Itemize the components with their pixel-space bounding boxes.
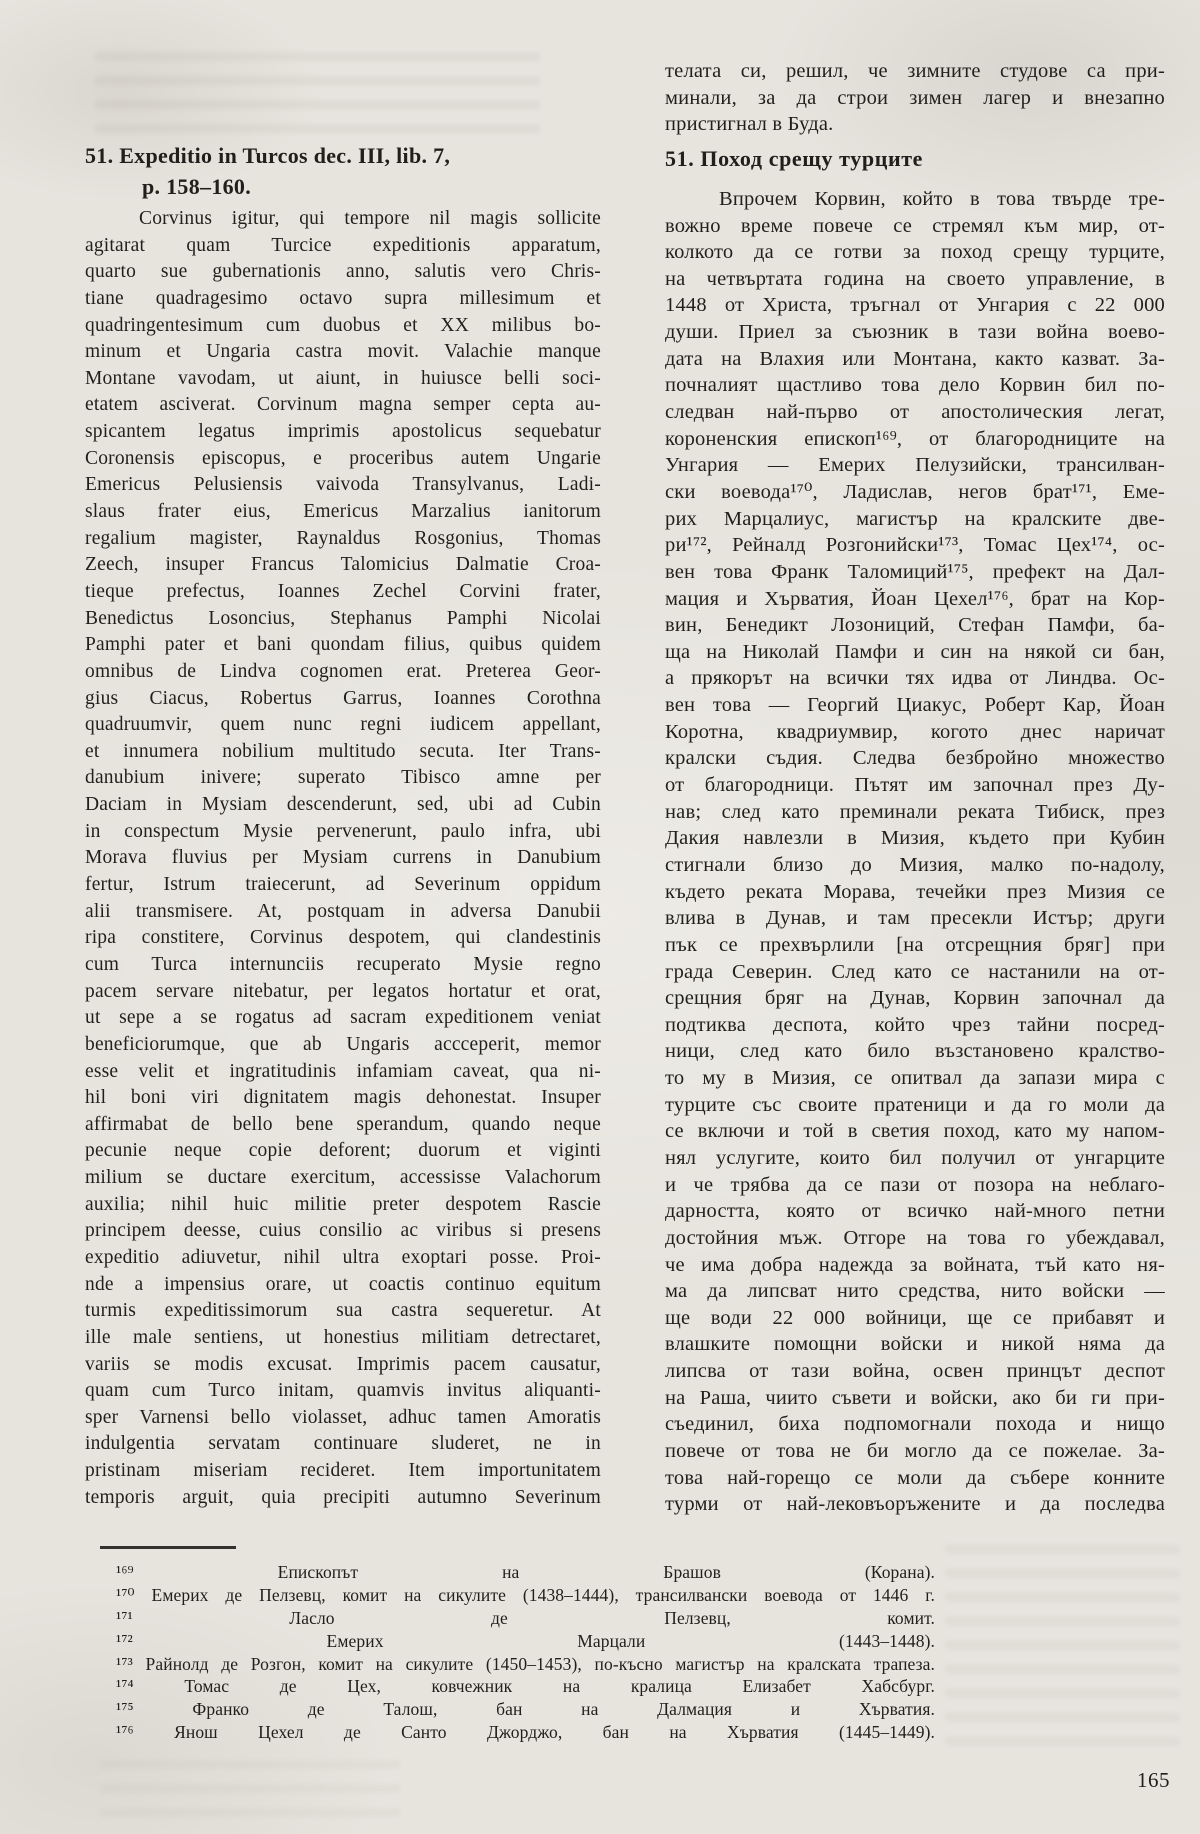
text-line: минали, за да строи зимен лагер и внезапно	[665, 86, 1165, 109]
text-line: турците със своите пратеници и да го моли да	[665, 1093, 1165, 1116]
text-line: Emericus Pelusiensis vaivoda Transylvanus, Ladi-	[85, 474, 601, 496]
footnote-separator	[100, 1546, 236, 1549]
text-line: кралски съдия. Следва безбройно множество	[665, 747, 1165, 770]
text-line: regalium magister, Raynaldus Rosgonius, Thomas	[85, 527, 601, 549]
text-line: влива в Дунав, и там пресекли Истър; други	[665, 907, 1165, 930]
text-line: се включи и той в светия поход, като му напом-	[665, 1120, 1165, 1143]
footnote-lines	[100, 1561, 935, 1744]
translation-continuation	[665, 58, 1165, 138]
text-line: от благородници. Пътят им започнал през Ду-	[665, 774, 1165, 797]
text-line: почналият щастливо това дело Корвин бил по-	[665, 374, 1165, 397]
text-line: колкото да се готви за поход срещу турците,	[665, 241, 1165, 264]
text-line: Дакия навлезли в Мизия, където при Кубин	[665, 827, 1165, 850]
text-line: danubium inivere; superato Tibisco amne per	[85, 767, 601, 789]
bleedthrough-texture	[95, 52, 540, 134]
text-line: че има добра надежда за войната, тъй като ня-	[665, 1253, 1165, 1276]
text-line: ща на Николай Памфи и син на някой си бан,	[665, 640, 1165, 663]
text-line: tiane quadragesimo octavo supra millesimum et	[85, 287, 601, 309]
text-line: quarto sue gubernationis anno, salutis vero Chris-	[85, 261, 601, 283]
text-line: вожно време повече се стремял към мир, от-	[665, 214, 1165, 237]
text-line: вен това Франк Таломиций¹⁷⁵, префект на Дал-	[665, 560, 1165, 583]
translation-section-heading: 51. Поход срещу турците	[665, 145, 924, 171]
text-line: ripa constitere, Corvinus despotem, qui clandestinis	[85, 927, 601, 949]
text-line: ри¹⁷², Рейналд Розгонийски¹⁷³, Томас Цех¹⁷⁴, ос-	[665, 534, 1165, 557]
latin-body-text	[85, 206, 601, 1511]
text-line: короненския епископ¹⁶⁹, от благородниците на	[665, 427, 1165, 450]
text-line: рих Марцалиус, магистър на кралските две-	[665, 507, 1165, 530]
text-line: ¹⁷⁵ Франко де Талош, бан на Далмация и Хърватия.	[116, 1699, 935, 1720]
text-line: турми от най-лековъоръжените и да последва	[665, 1493, 1165, 1516]
text-line: in conspectum Mysie pervenerunt, paulo infra, ubi	[85, 820, 601, 842]
text-line: ille male sentiens, ut honestius militiam detrectaret,	[85, 1326, 601, 1348]
text-line: ¹⁷⁶ Янош Цехел де Санто Джорджо, бан на Хърватия (1445–1449).	[116, 1722, 935, 1743]
text-line: ¹⁷³ Райнолд де Розгон, комит на сикулите (1450–1453), по-късно магистър на кралската трапеза.	[116, 1653, 935, 1674]
text-line: nde a impensius orare, ut coactis continuo equitum	[85, 1273, 601, 1295]
text-line: мация и Хърватия, Йоан Цехел¹⁷⁶, брат на Кор-	[665, 587, 1165, 610]
text-line: ма да липсват нито средства, нито войски —	[665, 1280, 1165, 1303]
text-line: pristinam miseriam recideret. Item importunitatem	[85, 1460, 601, 1482]
latin-section-heading	[85, 140, 601, 202]
text-line: turmis expeditissimorum sua castra sequeretur. At	[85, 1300, 601, 1322]
text-line: minum et Ungaria castra movit. Valachie manque	[85, 341, 601, 363]
translation-body-text	[665, 186, 1165, 1518]
text-line: Коротна, квадриумвир, когото днес наричат	[665, 720, 1165, 743]
text-line: то му в Мизия, се опитвал да запази мира с	[665, 1067, 1165, 1090]
text-line: affirmabat de bello bene sperandum, quando neque	[85, 1113, 601, 1135]
text-line: auxilia; nihil huic militie preter despotem Rascie	[85, 1193, 601, 1215]
text-line: повече от това не би могло да се пожелае. За-	[665, 1440, 1165, 1463]
text-line: spicantem legatus imprimis apostolicus sequebatur	[85, 421, 601, 443]
text-line: Впрочем Корвин, който в това твърде тре-	[719, 187, 1165, 210]
page-number: 165	[1137, 1768, 1170, 1792]
text-line: milium se ductare exercitum, accessisse Valachorum	[85, 1167, 601, 1189]
text-line: на четвъртата година на своето управление, в	[665, 267, 1165, 290]
text-line: ще води 22 000 войници, ще се прибавят и	[665, 1306, 1165, 1329]
text-line: indulgentia servatam continuare sluderet, ne in	[85, 1433, 601, 1455]
text-line: slaus frater eius, Emericus Marzalius ianitorum	[85, 501, 601, 523]
text-line: et innumera nobilium multitudo secuta. Iter Trans-	[85, 740, 601, 762]
text-line: дарността, която от всичко най-много петни	[665, 1200, 1165, 1223]
text-line: quadruumvir, quem nunc regni iudicem appellant,	[85, 714, 601, 736]
text-line: нав; след като преминали реката Тибиск, през	[665, 800, 1165, 823]
text-line: а прякорът на всички тях идва от Линдва. Ос-	[665, 667, 1165, 690]
text-line: pacem servare nitebatur, per legatos hortatur et orat,	[85, 980, 601, 1002]
latin-heading-line2: p. 158–160.	[142, 174, 252, 199]
text-line: това най-горещо се моли да събере конните	[665, 1466, 1165, 1489]
text-line: нял услугите, които бил получил от унгарците	[665, 1146, 1165, 1169]
text-line: sper Varnensi bello violasset, adhuc tamen Amoratis	[85, 1406, 601, 1428]
text-line: principem deesse, cuius consilio ac viribus si presens	[85, 1220, 601, 1242]
text-line: hil boni viri dignitatem magis dehonestat. Insuper	[85, 1087, 601, 1109]
text-line: variis se modis excusat. Imprimis pacem causatur,	[85, 1353, 601, 1375]
text-line: ски воевода¹⁷⁰, Ладислав, негов брат¹⁷¹, Еме-	[665, 480, 1165, 503]
text-line: alii transmisere. At, postquam in adversa Danubii	[85, 900, 601, 922]
text-line: ¹⁷¹ Ласло де Пелзевц, комит.	[116, 1607, 935, 1628]
text-line: Coronensis episcopus, e proceribus autem Ungarie	[85, 447, 601, 469]
text-line: града Северин. След като се настанили на от-	[665, 960, 1165, 983]
text-line: и че трябва да се пази от позора на неблаго-	[665, 1173, 1165, 1196]
text-line: дата на Влахия или Монтана, както казват. За-	[665, 347, 1165, 370]
text-line: Daciam in Mysiam descenderunt, sed, ubi ad Cubin	[85, 794, 601, 816]
text-line: ници, след като било възстановено кралство-	[665, 1040, 1165, 1063]
text-line: ¹⁷⁰ Емерих де Пелзевц, комит на сикулите (1438–1444), трансилвански воевода от 1446 г.	[116, 1584, 935, 1605]
text-line: temporis arguit, quia precipiti autumno Severinum	[85, 1486, 601, 1508]
text-line: вин, Бенедикт Лозониций, Стефан Памфи, ба-	[665, 614, 1165, 637]
text-line: стигнали близо до Мизия, малко по-надолу,	[665, 853, 1165, 876]
text-line: cum Turca internunciis recuperato Mysie regno	[85, 953, 601, 975]
text-line: пък се прехвърлили [на отсрещния бряг] при	[665, 933, 1165, 956]
text-line: quadringentesimum cum duobus et XX milibus bo-	[85, 314, 601, 336]
text-line: влашките помощни войски и никой няма да	[665, 1333, 1165, 1356]
text-line: Pamphi pater et bani quondam filius, quibus quidem	[85, 634, 601, 656]
text-line: Corvinus igitur, qui tempore nil magis sollicite	[139, 208, 601, 229]
text-line: gius Ciacus, Robertus Garrus, Ioannes Corothna	[85, 687, 601, 709]
text-line: Zeech, insuper Francus Talomicius Dalmatie Croa-	[85, 554, 601, 576]
text-line: Montane vavodam, ut aiunt, in huiusce belli soci-	[85, 367, 601, 389]
text-line: quam cum Turco initam, quamvis invitus aliquanti-	[85, 1380, 601, 1402]
bleedthrough-texture	[100, 1760, 400, 1820]
footnotes-block	[100, 1546, 935, 1744]
text-line: etatem asciverat. Corvinum magna semper cepta au-	[85, 394, 601, 416]
text-line: следван най-първо от апостолическия легат,	[665, 401, 1165, 424]
latin-column	[85, 140, 601, 1511]
text-line: души. Приел за съюзник в тази война воево-	[665, 321, 1165, 344]
bleedthrough-texture	[945, 1545, 1180, 1750]
text-line: Morava fluvius per Mysiam currens in Danubium	[85, 847, 601, 869]
text-line: expeditio adiuvetur, nihil ultra exoptari posse. Proi-	[85, 1246, 601, 1268]
text-line: ¹⁷² Емерих Марцали (1443–1448).	[116, 1630, 935, 1651]
text-line: ut sepe a se rogatus ad sacram expeditionem veniat	[85, 1007, 601, 1029]
text-line: където реката Морава, течейки през Мизия се	[665, 880, 1165, 903]
text-line: esse velit et ingratitudinis infamiam caveat, qua ni-	[85, 1060, 601, 1082]
text-line: agitarat quam Turcice expeditionis apparatum,	[85, 234, 601, 256]
text-line: tieque prefectus, Ioannes Zechel Corvini frater,	[85, 580, 601, 602]
translation-column	[665, 58, 1165, 1518]
text-line: beneficiorumque, que ab Ungaris accceperit, memor	[85, 1033, 601, 1055]
text-line: Benedictus Losoncius, Stephanus Pamphi Nicolai	[85, 607, 601, 629]
text-line: ¹⁷⁴ Томас де Цех, ковчежник на кралица Елизабет Хабсбург.	[116, 1676, 935, 1697]
text-line: fertur, Istrum traiecerunt, ad Severinum oppidum	[85, 874, 601, 896]
text-line: достойния мъж. Отгоре на това го убеждавал,	[665, 1226, 1165, 1249]
text-line: 1448 от Христа, тръгнал от Унгария с 22 000	[665, 294, 1165, 317]
text-line: телата си, решил, че зимните студове са при-	[665, 60, 1165, 82]
text-line: липсва от тази война, освен принцът деспот	[665, 1360, 1165, 1383]
latin-heading-line1: 51. Expeditio in Turcos dec. III, lib. 7,	[85, 143, 451, 168]
text-line: pecunie neque copie deforent; duorum et viginti	[85, 1140, 601, 1162]
text-line: съединил, биха подпомогнали похода и нищо	[665, 1413, 1165, 1436]
text-line: Унгария — Емерих Пелузийски, трансилван-	[665, 454, 1165, 477]
text-line: на Раша, чиито съвети и войски, ако би ги при-	[665, 1386, 1165, 1409]
text-line: ¹⁶⁹ Епископът на Брашов (Корана).	[116, 1562, 935, 1582]
text-line: вен това — Георгий Циакус, Роберт Кар, Йоан	[665, 694, 1165, 717]
text-line: пристигнал в Буда.	[665, 113, 834, 136]
text-line: срещния бряг на Дунав, Корвин започнал да	[665, 987, 1165, 1010]
text-line: omnibus de Lindva cognomen erat. Preterea Geor-	[85, 660, 601, 682]
text-line: подтиква деспота, който чрез тайни посред-	[665, 1013, 1165, 1036]
